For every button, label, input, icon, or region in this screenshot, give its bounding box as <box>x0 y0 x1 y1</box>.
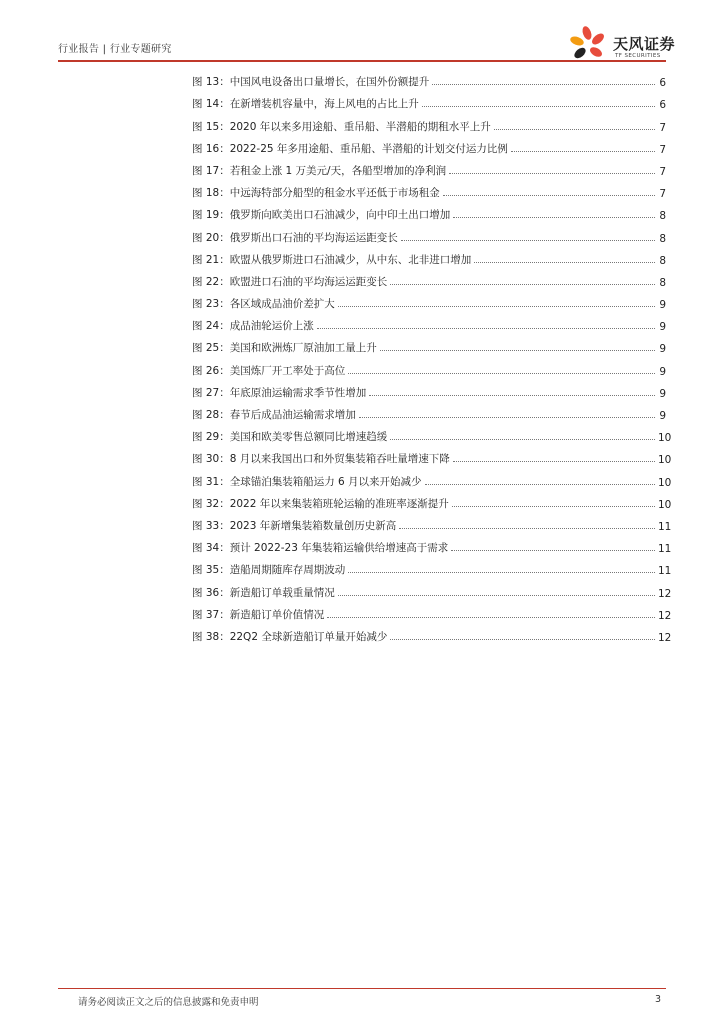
toc-dot-leader <box>317 328 655 329</box>
toc-dot-leader <box>327 617 655 618</box>
toc-entry-title: 图 15：2020 年以来多用途船、重吊船、半潜船的期租水平上升 <box>192 120 491 133</box>
toc-entry-page: 8 <box>659 254 666 267</box>
toc-entry-title: 图 17：若租金上涨 1 万美元/天，各船型增加的净利润 <box>192 164 447 177</box>
toc-entry-page: 6 <box>659 99 666 112</box>
toc-dot-leader <box>359 417 655 418</box>
toc-entry[interactable] <box>192 156 666 178</box>
toc-entry-page: 8 <box>659 276 666 289</box>
toc-dot-leader <box>338 595 655 596</box>
toc-entry-title: 图 19：俄罗斯向欧美出口石油减少，向中印土出口增加 <box>192 209 451 222</box>
figure-index-list <box>192 67 672 644</box>
toc-dot-leader <box>401 240 655 241</box>
toc-entry[interactable] <box>192 89 666 111</box>
report-category-label: 行业报告 | 行业专题研究 <box>58 44 172 55</box>
logo-name-en: TF SECURITIES <box>615 53 661 59</box>
toc-entry[interactable] <box>192 289 666 311</box>
toc-entry-title: 图 32：2022 年以来集装箱班轮运输的准班率逐渐提升 <box>192 497 449 510</box>
toc-dot-leader <box>399 528 655 529</box>
toc-entry-title: 图 38：22Q2 全球新造船订单量开始减少 <box>192 630 388 643</box>
toc-entry-page: 9 <box>659 321 666 334</box>
logo-flower-icon <box>569 24 611 64</box>
toc-entry[interactable] <box>192 200 666 222</box>
toc-entry[interactable] <box>192 511 672 533</box>
toc-entry[interactable] <box>192 67 666 89</box>
toc-entry-title: 图 16：2022-25 年多用途船、重吊船、半潜船的计划交付运力比例 <box>192 142 508 155</box>
toc-dot-leader <box>348 572 655 573</box>
toc-entry-page: 8 <box>659 232 666 245</box>
toc-entry[interactable] <box>192 577 672 600</box>
toc-entry-page: 10 <box>658 498 672 511</box>
toc-entry-page: 11 <box>658 543 672 556</box>
toc-entry-title: 图 31：全球锚泊集装箱船运力 6 月以来开始减少 <box>192 475 422 488</box>
toc-entry-title: 图 26：美国炼厂开工率处于高位 <box>192 364 346 377</box>
toc-dot-leader <box>380 350 655 351</box>
toc-entry[interactable] <box>192 378 666 400</box>
toc-dot-leader <box>432 84 655 85</box>
tf-securities-logo <box>569 24 679 64</box>
toc-entry-title: 图 22：欧盟进口石油的平均海运运距变长 <box>192 275 388 288</box>
toc-dot-leader <box>390 284 655 285</box>
toc-entry[interactable] <box>192 134 666 156</box>
toc-dot-leader <box>511 151 655 152</box>
toc-entry[interactable] <box>192 600 672 622</box>
toc-entry-page: 9 <box>659 365 666 378</box>
toc-entry-page: 9 <box>659 410 666 422</box>
toc-entry[interactable] <box>192 333 666 355</box>
toc-entry-page: 6 <box>659 77 666 90</box>
toc-entry-page: 11 <box>658 565 672 578</box>
toc-dot-leader <box>453 461 655 462</box>
toc-entry[interactable] <box>192 466 672 489</box>
toc-entry-page: 9 <box>659 343 666 356</box>
toc-entry-title: 图 13：中国风电设备出口量增长，在国外份额提升 <box>192 76 430 89</box>
toc-entry[interactable] <box>192 489 672 511</box>
toc-dot-leader <box>425 484 655 485</box>
toc-entry-page: 7 <box>659 165 666 178</box>
toc-entry[interactable] <box>192 400 666 422</box>
toc-entry-title: 图 35：造船周期随库存周期波动 <box>192 564 346 577</box>
toc-entry-title: 图 27：年底原油运输需求季节性增加 <box>192 386 367 399</box>
toc-entry-title: 图 29：美国和欧美零售总额同比增速趋缓 <box>192 431 388 444</box>
toc-entry[interactable] <box>192 267 666 289</box>
toc-entry-page: 12 <box>658 631 672 644</box>
toc-entry-title: 图 28：春节后成品油运输需求增加 <box>192 409 356 421</box>
logo-name-cn: 天风证券 <box>613 35 676 53</box>
toc-entry[interactable] <box>192 178 666 200</box>
toc-dot-leader <box>348 373 655 374</box>
toc-entry-title: 图 36：新造船订单载重量情况 <box>192 586 335 599</box>
toc-dot-leader <box>453 217 655 218</box>
toc-entry[interactable] <box>192 444 672 467</box>
footer-divider <box>58 988 666 989</box>
toc-entry-page: 10 <box>658 432 672 445</box>
toc-entry-title: 图 18：中远海特部分船型的租金水平还低于市场租金 <box>192 187 440 200</box>
toc-entry-page: 9 <box>659 299 666 312</box>
toc-entry-title: 图 23：各区域成品油价差扩大 <box>192 298 335 311</box>
toc-entry[interactable] <box>192 355 666 377</box>
footer-disclaimer: 请务必阅读正文之后的信息披露和免责申明 <box>78 997 259 1008</box>
toc-entry-page: 10 <box>658 476 672 489</box>
toc-entry-title: 图 21：欧盟从俄罗斯进口石油减少，从中东、北非进口增加 <box>192 253 472 266</box>
toc-entry-page: 12 <box>658 609 672 622</box>
toc-dot-leader <box>443 195 655 196</box>
toc-entry-page: 11 <box>658 520 672 533</box>
toc-dot-leader <box>369 395 655 396</box>
header-divider <box>58 60 666 62</box>
toc-entry[interactable] <box>192 245 666 267</box>
toc-entry-page: 7 <box>659 188 666 201</box>
toc-entry-page: 7 <box>659 143 666 156</box>
toc-entry-page: 9 <box>659 387 666 400</box>
toc-entry-page: 8 <box>659 210 666 223</box>
toc-entry[interactable] <box>192 533 672 556</box>
toc-dot-leader <box>494 129 655 130</box>
toc-entry-page: 10 <box>658 454 672 467</box>
toc-dot-leader <box>338 306 655 307</box>
toc-entry-title: 图 30：8 月以来我国出口和外贸集装箱吞吐量增速下降 <box>192 453 450 466</box>
toc-entry-title: 图 34：预计 2022-23 年集装箱运输供给增速高于需求 <box>192 542 449 555</box>
toc-entry-title: 图 37：新造船订单价值情况 <box>192 608 325 621</box>
toc-dot-leader <box>390 639 655 640</box>
toc-dot-leader <box>449 173 655 174</box>
toc-dot-leader <box>451 550 655 551</box>
toc-entry-title: 图 24：成品油轮运价上涨 <box>192 320 314 333</box>
toc-dot-leader <box>422 106 655 107</box>
toc-dot-leader <box>474 262 655 263</box>
toc-entry[interactable] <box>192 622 672 644</box>
toc-entry-page: 7 <box>659 121 666 134</box>
toc-entry-title: 图 25：美国和欧洲炼厂原油加工量上升 <box>192 342 377 355</box>
toc-entry-page: 12 <box>658 587 672 600</box>
page-number: 3 <box>655 994 662 1005</box>
toc-entry-title: 图 14：在新增装机容量中，海上风电的占比上升 <box>192 98 419 111</box>
toc-dot-leader <box>452 506 655 507</box>
toc-entry[interactable] <box>192 111 666 133</box>
toc-entry[interactable] <box>192 422 672 445</box>
toc-entry-title: 图 33：2023 年新增集装箱数量创历史新高 <box>192 519 397 532</box>
toc-entry[interactable] <box>192 555 672 578</box>
toc-dot-leader <box>390 439 655 440</box>
toc-entry[interactable] <box>192 311 666 333</box>
toc-entry[interactable] <box>192 222 666 244</box>
toc-entry-title: 图 20：俄罗斯出口石油的平均海运运距变长 <box>192 231 398 244</box>
